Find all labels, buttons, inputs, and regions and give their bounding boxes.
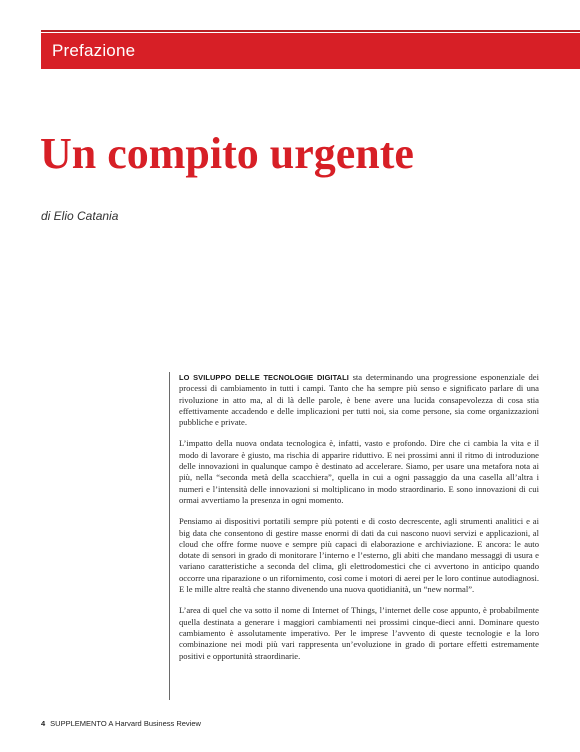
top-rule — [41, 30, 580, 32]
section-header-bar — [41, 33, 580, 69]
article-byline: di Elio Catania — [41, 209, 119, 223]
paragraph-1 — [179, 372, 539, 428]
article-title: Un compito urgente — [40, 129, 414, 178]
publication-name: SUPPLEMENTO A Harvard Business Review — [50, 719, 201, 728]
lead-in-caps: LO SVILUPPO DELLE TECNOLOGIE DIGITALI — [179, 373, 349, 382]
paragraph-2: L’impatto della nuova ondata tecnologica è, infatti, vasto e profondo. Dire che ci cambia la vita e il modo di lavorare è giusto, ma rischia di apparire riduttivo. E nei prossimi anni il ritmo di introduzione delle innovazioni in qualunque campo è destinato ad accelerare. Siamo, per usare una metafora nota ai più, nella “seconda metà della scacchiera”, quella in cui a ogni passaggio da una casella all’altra i numeri e l’intensità delle innovazioni si moltiplicano in modo straordinario. E sono innovazioni di cui ormai avvertiamo la presenza in ogni momento. — [179, 438, 539, 505]
paragraph-4: L’area di quel che va sotto il nome di Internet of Things, l’internet delle cose appunto, è probabilmente quella destinata a generare i maggiori cambiamenti nei prossimi cinque-dieci anni. Dominare questo cambiamento è assolutamente imperativo. Per le imprese l’avvento di queste tecnologie e la loro combinazione nei modi più vari rappresenta un’evoluzione in grado di portare effetti estremamente positivi e opportunità straordinarie. — [179, 605, 539, 661]
page-footer — [41, 719, 201, 728]
page-number: 4 — [41, 719, 46, 728]
paragraph-1-text: sta determinando una progressione esponenziale dei processi di cambiamento in tutti i campi. Tanto che ha sempre più senso e significato parlare di una rivoluzione in atto ma, al di là delle parole, è bene avere una lucida consapevolezza di cosa stia effettivamente accadendo e delle implicazioni per tutti noi, sia come persone, sia come organizzazioni pubbliche e private. — [179, 372, 540, 428]
section-label: Prefazione — [52, 41, 136, 60]
paragraph-3: Pensiamo ai dispositivi portatili sempre più potenti e di costo decrescente, agli strumenti analitici e ai big data che consentono di gestire masse enormi di dati da cui nascono nuovi servizi e applicazioni, al cloud che offre forme nuove e sempre più capaci di elaborazione e archiviazione. E ancora: le auto dotate di sensori in grado di monitorare l’interno e l’esterno, gli abiti che mandano messaggi di usura e variano caratteristiche a seconda del clima, gli elettrodomestici che ci avvertono in anticipo quando occorre una riparazione o un rifornimento, così come i motori di aerei per le loro continue autodiagnosi. E le mille altre realtà che stanno divenendo una nuova quotidianità, un “new normal”. — [179, 516, 539, 595]
article-body — [169, 372, 539, 700]
